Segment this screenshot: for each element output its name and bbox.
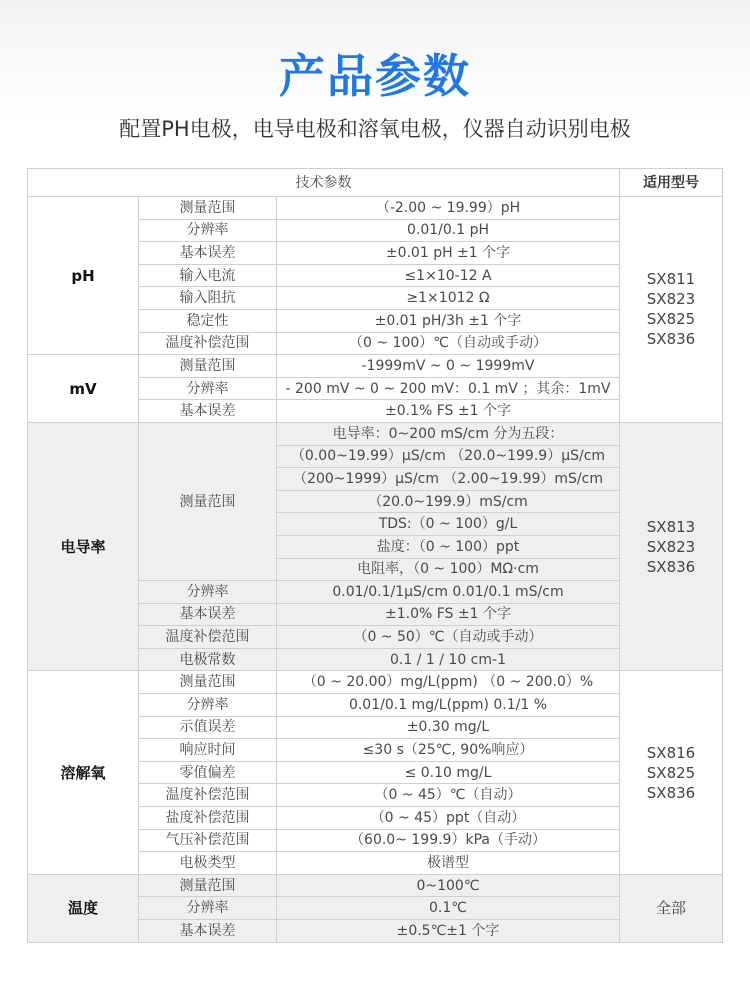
param-label: 稳定性: [139, 309, 277, 332]
param-value: 0.01/0.1 mg/L(ppm) 0.1/1 %: [277, 694, 620, 717]
param-label: 测量范围: [139, 874, 277, 897]
param-value: （0 ~ 45）ppt（自动）: [277, 807, 620, 830]
param-label: 电极常数: [139, 648, 277, 671]
table-row: [28, 874, 723, 897]
param-value: （0 ~ 20.00）mg/L(ppm) （0 ~ 200.0）%: [277, 671, 620, 694]
spec-table: [27, 168, 723, 943]
param-label: 测量范围: [139, 197, 277, 220]
param-label: 分辨率: [139, 581, 277, 604]
param-label: 分辨率: [139, 694, 277, 717]
model-item: SX836: [646, 783, 696, 802]
model-item: SX825: [646, 763, 696, 782]
param-value: 0.01/0.1 pH: [277, 219, 620, 242]
model-item: SX836: [646, 557, 696, 576]
param-value: 盐度：（0 ~ 100）ppt: [277, 535, 620, 558]
page-title: 产品参数: [279, 49, 471, 103]
model-item: SX823: [646, 290, 696, 309]
param-value: （0.00~19.99）μS/cm （20.0~199.9）μS/cm: [277, 445, 620, 468]
param-label: 测量范围: [139, 422, 277, 580]
param-label: 测量范围: [139, 671, 277, 694]
param-label: 基本误差: [139, 242, 277, 265]
model-item: SX825: [646, 310, 696, 329]
param-label: 温度补偿范围: [139, 784, 277, 807]
param-value: （60.0~ 199.9）kPa（手动）: [277, 829, 620, 852]
param-value: ±0.5℃±1 个字: [277, 920, 620, 943]
model-item: SX813: [646, 517, 696, 536]
param-value: （20.0~199.9）mS/cm: [277, 490, 620, 513]
param-label: 盐度补偿范围: [139, 807, 277, 830]
param-value: （0 ~ 45）℃（自动）: [277, 784, 620, 807]
models-ph-mv: [620, 197, 723, 423]
table-header-row: [28, 169, 723, 197]
param-value: ±0.1% FS ±1 个字: [277, 400, 620, 423]
category-mv: mV: [28, 355, 139, 423]
param-value: ±1.0% FS ±1 个字: [277, 603, 620, 626]
table-row: [28, 355, 723, 378]
model-item: SX823: [646, 537, 696, 556]
param-value: ≤1×10-12 A: [277, 264, 620, 287]
models-conductivity: [620, 422, 723, 671]
param-label: 分辨率: [139, 377, 277, 400]
param-value: ±0.01 pH ±1 个字: [277, 242, 620, 265]
param-label: 示值误差: [139, 716, 277, 739]
param-label: 测量范围: [139, 355, 277, 378]
param-label: 输入电流: [139, 264, 277, 287]
param-label: 温度补偿范围: [139, 332, 277, 355]
param-label: 电极类型: [139, 852, 277, 875]
param-label: 基本误差: [139, 400, 277, 423]
param-value: 0~100℃: [277, 874, 620, 897]
col-header-model: 适用型号: [620, 169, 723, 197]
model-item: SX811: [646, 270, 696, 289]
param-value: - 200 mV ~ 0 ~ 200 mV：0.1 mV ；其余：1mV: [277, 377, 620, 400]
param-label: 气压补偿范围: [139, 829, 277, 852]
param-value: 电导率：0~200 mS/cm 分为五段：: [277, 422, 620, 445]
category-conductivity: 电导率: [28, 422, 139, 671]
category-dissolved-oxygen: 溶解氧: [28, 671, 139, 874]
category-temperature: 温度: [28, 874, 139, 942]
param-value: -1999mV ~ 0 ~ 1999mV: [277, 355, 620, 378]
param-value: 0.01/0.1/1μS/cm 0.01/0.1 mS/cm: [277, 581, 620, 604]
model-item: SX816: [646, 743, 696, 762]
param-value: （200~1999）μS/cm （2.00~19.99）mS/cm: [277, 468, 620, 491]
models-dissolved-oxygen: [620, 671, 723, 874]
param-value: ≤ 0.10 mg/L: [277, 761, 620, 784]
param-value: ≥1×1012 Ω: [277, 287, 620, 310]
table-row: [28, 422, 723, 445]
param-label: 分辨率: [139, 897, 277, 920]
param-value: （0 ~ 50）℃（自动或手动）: [277, 626, 620, 649]
col-header-param: 技术参数: [28, 169, 620, 197]
param-label: 基本误差: [139, 603, 277, 626]
category-ph: pH: [28, 197, 139, 355]
table-row: [28, 671, 723, 694]
param-label: 零值偏差: [139, 761, 277, 784]
models-temperature: 全部: [620, 874, 723, 942]
param-value: ±0.30 mg/L: [277, 716, 620, 739]
page-subtitle: 配置PH电极，电导电极和溶氧电极，仪器自动识别电极: [119, 117, 631, 141]
param-value: 电阻率，（0 ~ 100）MΩ·cm: [277, 558, 620, 581]
param-value: 极谱型: [277, 852, 620, 875]
param-label: 分辨率: [139, 219, 277, 242]
param-value: TDS:（0 ~ 100）g/L: [277, 513, 620, 536]
param-label: 响应时间: [139, 739, 277, 762]
param-value: 0.1 / 1 / 10 cm-1: [277, 648, 620, 671]
param-value: （0 ~ 100）℃（自动或手动）: [277, 332, 620, 355]
param-label: 温度补偿范围: [139, 626, 277, 649]
model-item: SX836: [646, 330, 696, 349]
param-label: 基本误差: [139, 920, 277, 943]
table-row: [28, 197, 723, 220]
param-label: 输入阻抗: [139, 287, 277, 310]
param-value: ≤30 s（25℃, 90%响应）: [277, 739, 620, 762]
param-value: 0.1℃: [277, 897, 620, 920]
param-value: （-2.00 ~ 19.99）pH: [277, 197, 620, 220]
param-value: ±0.01 pH/3h ±1 个字: [277, 309, 620, 332]
